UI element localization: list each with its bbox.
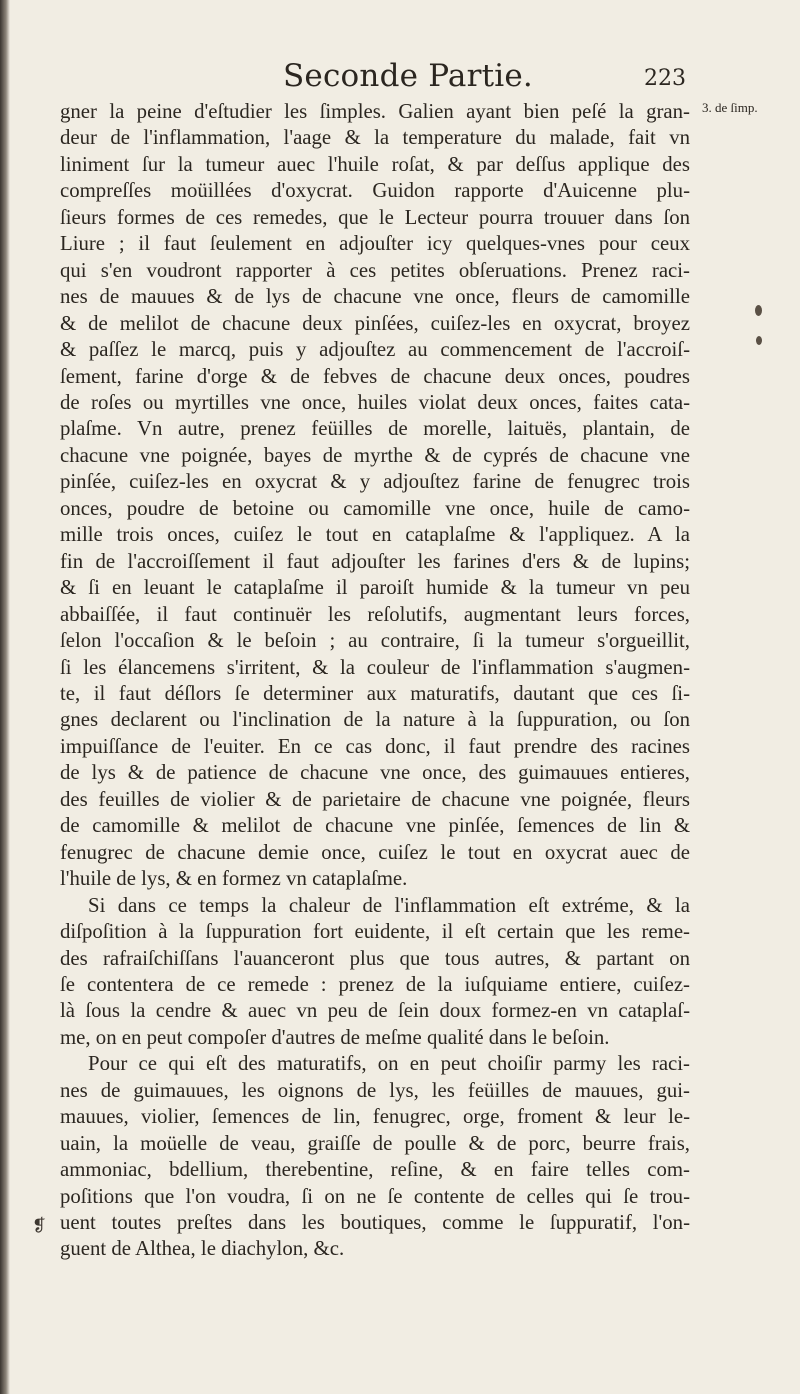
text-line: & de melilot de chacune deux pinſées, cuiſez-les en oxycrat, broyez (60, 311, 690, 335)
text-line: ſi les élancemens s'irritent, & la couleur de l'inflammation s'augmen- (60, 655, 690, 679)
text-line: & ſi en leuant le cataplaſme il paroiſt humide & la tumeur vn peu (60, 576, 690, 600)
margin-note: 3. de ſimp. (702, 100, 758, 115)
paragraph (60, 1051, 690, 1263)
text-line: deur de l'inflammation, l'aage & la temperature du malade, fait vn (60, 126, 690, 150)
text-line: plaſme. Vn autre, prenez feüilles de morelle, laituës, plantain, de (60, 417, 690, 441)
page-header (0, 58, 800, 98)
text-line: te, il faut déſlors ſe determiner aux maturatifs, dautant que ces ſi- (60, 681, 690, 705)
text-line: uain, la moüelle de veau, graiſſe de poulle & de porc, beurre frais, (60, 1131, 690, 1155)
text-line: ſieurs formes de ces remedes, que le Lecteur pourra trouuer dans ſon (60, 205, 690, 229)
text-line: pinſée, cuiſez-les en oxycrat & y adjouſtez farine de fenugrec trois (60, 470, 690, 494)
text-line: ſelon l'occaſion & le beſoin ; au contraire, ſi la tumeur s'orgueillit, (60, 629, 690, 653)
body-text (60, 99, 690, 1263)
text-line: de camomille & melilot de chacune vne pinſée, ſemences de lin & (60, 814, 690, 838)
text-line: guent de Althea, le diachylon, &c. (60, 1237, 345, 1261)
text-line: abbaiſſée, il faut continuër les reſolutifs, augmentant leurs forces, (60, 602, 690, 626)
text-line: me, on en peut compoſer d'autres de meſme qualité dans le beſoin. (60, 1025, 610, 1049)
text-line: impuiſſance de l'euiter. En ce cas donc, il faut prendre des racines (60, 734, 690, 758)
binding-edge (0, 0, 10, 1394)
text-line: gnes declarent ou l'inclination de la nature à la ſuppuration, ou ſon (60, 708, 690, 732)
text-line: Pour ce qui eſt des maturatifs, on en peut choiſir parmy les raci- (88, 1052, 690, 1076)
text-line: fin de l'accroiſſement il faut adjouſter les farines d'ers & de lupins; (60, 549, 690, 573)
text-line: des rafraiſchiſſans l'auanceront plus que tous autres, & partant on (60, 946, 690, 970)
text-line: des feuilles de violier & de parietaire de chacune vne poignée, fleurs (60, 787, 690, 811)
text-line: Liure ; il faut ſeulement en adjouſter icy quelques-vnes pour ceux (60, 232, 690, 256)
text-line: diſpoſition à la ſuppuration fort euidente, il eſt certain que les reme- (60, 920, 690, 944)
text-line: nes de mauues & de lys de chacune vne once, fleurs de camomille (60, 285, 690, 309)
text-line: fenugrec de chacune demie once, cuiſez le tout en oxycrat auec de (60, 840, 690, 864)
text-line: liniment ſur la tumeur auec l'huile roſat, & par deſſus applique des (60, 152, 690, 176)
text-line: uent toutes preſtes dans les boutiques, comme le ſuppuratif, l'on- (60, 1211, 690, 1235)
text-line: chacune vne poignée, bayes de myrthe & de cyprés de chacune vne (60, 443, 690, 467)
text-line: de lys & de patience de chacune vne once, des guimauues entieres, (60, 761, 690, 785)
paragraph (60, 99, 690, 893)
text-line: ſement, farine d'orge & de febves de chacune deux onces, poudres (60, 364, 690, 388)
text-line: là ſous la cendre & auec vn peu de ſein doux formez-en vn cataplaſ- (60, 999, 690, 1023)
pilcrow-mark: ❡ (32, 1216, 47, 1236)
text-line: & paſſez le marcq, puis y adjouſtez au commencement de l'accroiſ- (60, 338, 690, 362)
text-line: gner la peine d'eſtudier les ſimples. Galien ayant bien peſé la gran- (60, 100, 690, 123)
page-number: 223 (644, 66, 686, 91)
text-line: poſitions que l'on voudra, ſi on ne ſe contente de celles qui ſe trou- (60, 1184, 690, 1208)
ink-blot (755, 305, 762, 316)
text-line: qui s'en voudront rapporter à ces petites obſeruations. Prenez raci- (60, 258, 690, 282)
text-line: ſe contentera de ce remede : prenez de la iuſquiame entiere, cuiſez- (60, 972, 690, 996)
text-line: nes de guimauues, les oignons de lys, les feüilles de mauues, gui- (60, 1078, 690, 1102)
ink-blot (756, 336, 762, 345)
text-line: mille trois onces, cuiſez le tout en cataplaſme & l'appliquez. A la (60, 523, 690, 547)
text-line: Si dans ce temps la chaleur de l'inflammation eſt extréme, & la (88, 893, 690, 917)
text-line: compreſſes moüillées d'oxycrat. Guidon rapporte d'Auicenne plu- (60, 179, 690, 203)
text-line: onces, poudre de betoine ou camomille vne once, huile de camo- (60, 496, 690, 520)
text-line: de roſes ou myrtilles vne once, huiles violat deux onces, faites cata- (60, 390, 690, 414)
text-line: mauues, violier, ſemences de lin, fenugrec, orge, froment & leur le- (60, 1105, 690, 1129)
text-line: ammoniac, bdellium, therebentine, reſine, & en faire telles com- (60, 1158, 690, 1182)
paragraph (60, 893, 690, 1052)
text-line: l'huile de lys, & en formez vn cataplaſme. (60, 867, 408, 891)
running-title: Seconde Partie. (283, 58, 533, 94)
